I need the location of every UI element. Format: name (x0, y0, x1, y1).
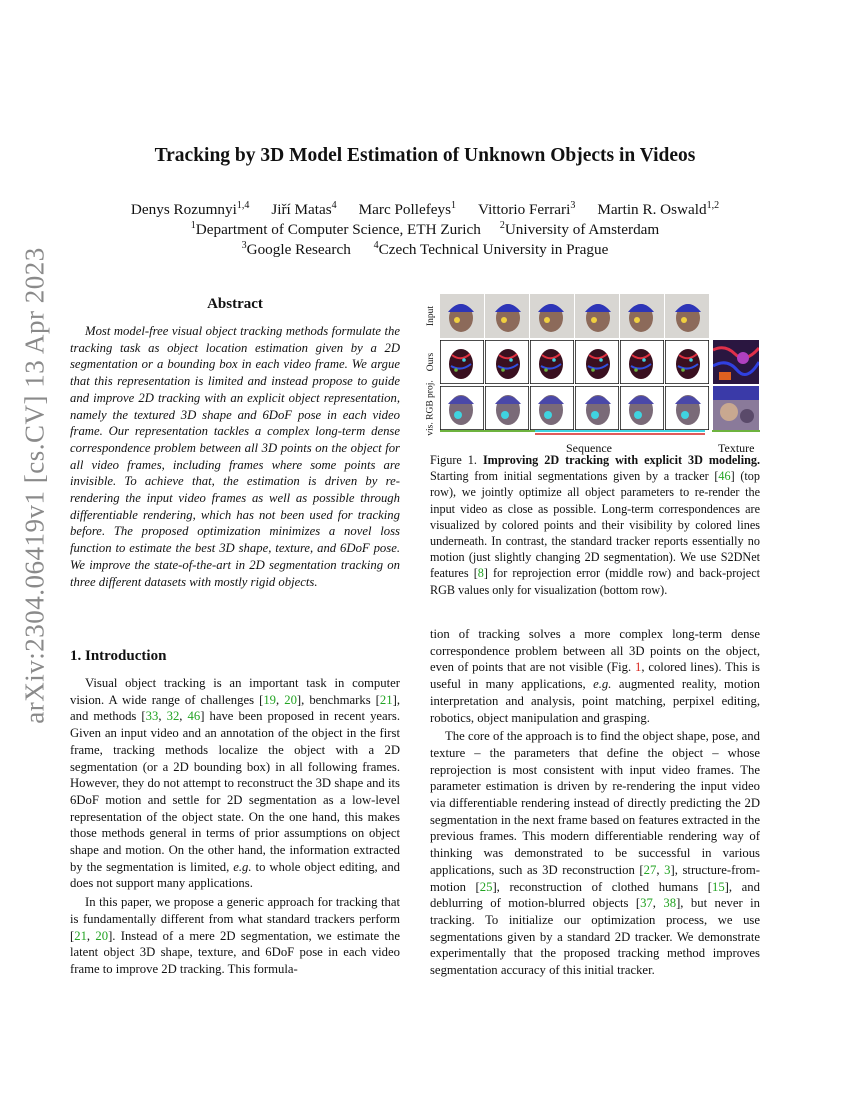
ours-frame (485, 340, 529, 384)
abstract-text: Most model-free visual object tracking methods formulate the tracking task as object location estimation given by a 2D segmentation or a bounding box in each video frame. We argue that this representation is limited and instead propose to guide and improve 2D tracking with an explicit object representation, namely the textured 3D shape and 6DoF pose in each video frame. Our representation tackles a complex long-term dense correspondence problem between all 3D points on the object for all video frames, including frames where some points are invisible. To achieve that, the estimation is driven by re-rendering the input video frames as well as possible through differentiable rendering, which has not been used for tracking before. The proposed optimization minimizes a novel loss function to estimate the best 3D shape, texture, and 6DoF pose. We improve the state-of-the-art in 2D segmentation tracking on three different datasets with mostly rigid objects. (70, 324, 400, 589)
texture-map-rgb (713, 386, 759, 430)
author: Vittorio Ferrari$^3$ (478, 200, 576, 218)
paragraph: The core of the approach is to find the object shape, pose, and texture – the parameters that define the object – whose reprojection is most consistent with input video frames. The parameter estimation is driven by re-rendering the input video via differentiable rendering instead of directly predicting the 2D segmentation in the next frame based on features extracted in the previous frames. This modern differentiable rendering way of thinking was demonstrated to be successful in various applications, such as 3D reconstruction [27, 3], structure-from-motion [25], reconstruction of clothed humans [15], and deblurring of motion-blurred objects [37, 38], but never in tracking. To initialize our optimization process, we use segmentations given by a standard 2D tracker. We demonstrate experimentally that the proposed tracking method improves segmentation accuracy of this initial tracker. (430, 729, 761, 978)
citation-link[interactable]: 3 (664, 862, 671, 877)
visibility-lines (440, 430, 760, 436)
citation-link[interactable]: 20 (95, 928, 109, 943)
input-frame (665, 294, 709, 338)
visibility-line-red (535, 433, 705, 435)
input-frame (440, 294, 484, 338)
author: Denys Rozumnyi$^{1,4}$ (130, 200, 250, 218)
row-label-input: Input (426, 305, 436, 327)
citation-link[interactable]: 46 (187, 709, 201, 724)
author-block (0, 200, 850, 260)
texture-map-features (713, 340, 759, 384)
arxiv-id: arXiv:2304.06419v1 [cs.CV] 13 Apr 2023 (19, 246, 50, 724)
input-frame (530, 294, 574, 338)
paragraph: Visual object tracking is an important task in computer vision. A wide range of challenges [19, 20], benchmarks [21], and methods [33, 32, 46] have been proposed in recent years. Given an input video and an annotation of the object in the first frame, tracking methods localize the object with a 2D segmentation (or a 2D bounding box) in all following frames. However, they do not attempt to reconstruct the 3D shape and its 6DoF motion and settle for 2D segmentation as a low-level representation of the object state. On the one hand, this makes those methods general in terms of prior assumptions on object shape and motion. On the other hand, the information extracted by the segmentation is limited, e.g. to whole object editing, and does not support many applications. (70, 676, 401, 891)
author: Martin R. Oswald$^{1,2}$ (597, 200, 720, 218)
affiliation: Department of Computer Science, ETH Zurich (195, 221, 481, 238)
visibility-line-green (440, 430, 535, 432)
row-label-ours: Ours (426, 352, 437, 372)
citation-link[interactable]: 21 (379, 692, 393, 707)
citation-link[interactable]: 46 (718, 469, 731, 484)
vis-frame (620, 386, 664, 430)
affiliation: University of Amsterdam (504, 221, 660, 238)
figure-x-label: Sequence (566, 441, 612, 455)
ours-frame (665, 340, 709, 384)
vis-frame (440, 386, 484, 430)
vis-frame (575, 386, 619, 430)
ours-frame (530, 340, 574, 384)
vis-frames-row (440, 386, 708, 430)
section-heading-introduction: 1. Introduction (70, 648, 167, 664)
input-frames-row (440, 294, 708, 338)
affiliations-line-2: $^3$Google Research $^4$Czech Technical University in Prague (241, 240, 609, 258)
citation-link[interactable]: 32 (166, 709, 180, 724)
ours-frame (575, 340, 619, 384)
visibility-line-green (712, 430, 760, 432)
citation-link[interactable]: 27 (643, 862, 657, 877)
ours-frame (440, 340, 484, 384)
citation-link[interactable]: 8 (477, 566, 484, 581)
paragraph: In this paper, we propose a generic approach for tracking that is fundamentally different from what standard trackers perform [21, 20]. Instead of a mere 2D segmentation, we estimate the latent object 3D shape, texture, and 6DoF pose in each video frame to improve 2D tracking. This formula- (70, 895, 400, 976)
vis-frame (665, 386, 709, 430)
emphasis: e.g. (233, 859, 252, 874)
citation-link[interactable]: 38 (663, 896, 677, 911)
vis-frame (530, 386, 574, 430)
abstract-heading: Abstract (207, 296, 263, 312)
input-frame (485, 294, 529, 338)
affiliation: Czech Technical University in Prague (378, 241, 609, 258)
figure-1 (424, 294, 760, 452)
citation-link[interactable]: 19 (263, 692, 277, 707)
row-label-vis: vis. RGB proj. (426, 380, 436, 436)
ours-frames-row (440, 340, 708, 384)
citation-link[interactable]: 20 (284, 692, 297, 707)
citation-link[interactable]: 33 (145, 709, 159, 724)
arxiv-stamp (10, 246, 60, 724)
visibility-line-cyan (535, 430, 705, 432)
input-frame (575, 294, 619, 338)
author-list (0, 200, 850, 220)
paragraph: tion of tracking solves a more complex long-term dense correspondence problem between all 3D points on the object, even of points that are not visible (Fig. 1, colored lines). This is useful in many applications, e.g. augmented reality, motion interpretation and analysis, point matching, perpixel editing, robotics, object manipulation and grasping. (430, 627, 760, 725)
citation-link[interactable]: 25 (479, 879, 493, 894)
figure-texture-label: Texture (718, 441, 755, 455)
figure-caption: Figure 1. Improving 2D tracking with explicit 3D modeling. Starting from initial segmentations given by a tracker [46] (top row), we jointly optimize all object parameters to re-render the input video as close as possible. Long-term correspondences are visualized by colored points and their visibility by colored lines underneath. In contrast, the standard tracker reports essentially no motion (just slightly changing 2D segmentation). We use S2DNet features [8] for reprojection error (middle row) and back-project RGB values only for visualization (bottom row). (430, 453, 760, 597)
paper-title: Tracking by 3D Model Estimation of Unknown Objects in Videos (154, 145, 696, 166)
author: Marc Pollefeys$^1$ (358, 200, 457, 218)
abstract-body (70, 323, 400, 590)
affiliation: Google Research (246, 241, 351, 258)
input-frame (620, 294, 664, 338)
caption-lead: Figure 1. (430, 453, 477, 467)
vis-frame (485, 386, 529, 430)
citation-link[interactable]: 15 (711, 879, 725, 894)
ours-frame (620, 340, 664, 384)
author: Jiří Matas$^4$ (271, 200, 337, 218)
figure-ref-link[interactable]: 1 (635, 660, 642, 675)
affiliations-line-1: $^1$Department of Computer Science, ETH Zurich $^2$University of Amsterdam (190, 220, 660, 238)
right-column-body (430, 626, 760, 979)
caption-bold: Improving 2D tracking with explicit 3D modeling. (482, 453, 760, 467)
introduction-body (70, 675, 400, 978)
citation-link[interactable]: 37 (640, 896, 653, 911)
emphasis: e.g. (593, 677, 612, 692)
citation-link[interactable]: 21 (74, 928, 87, 943)
